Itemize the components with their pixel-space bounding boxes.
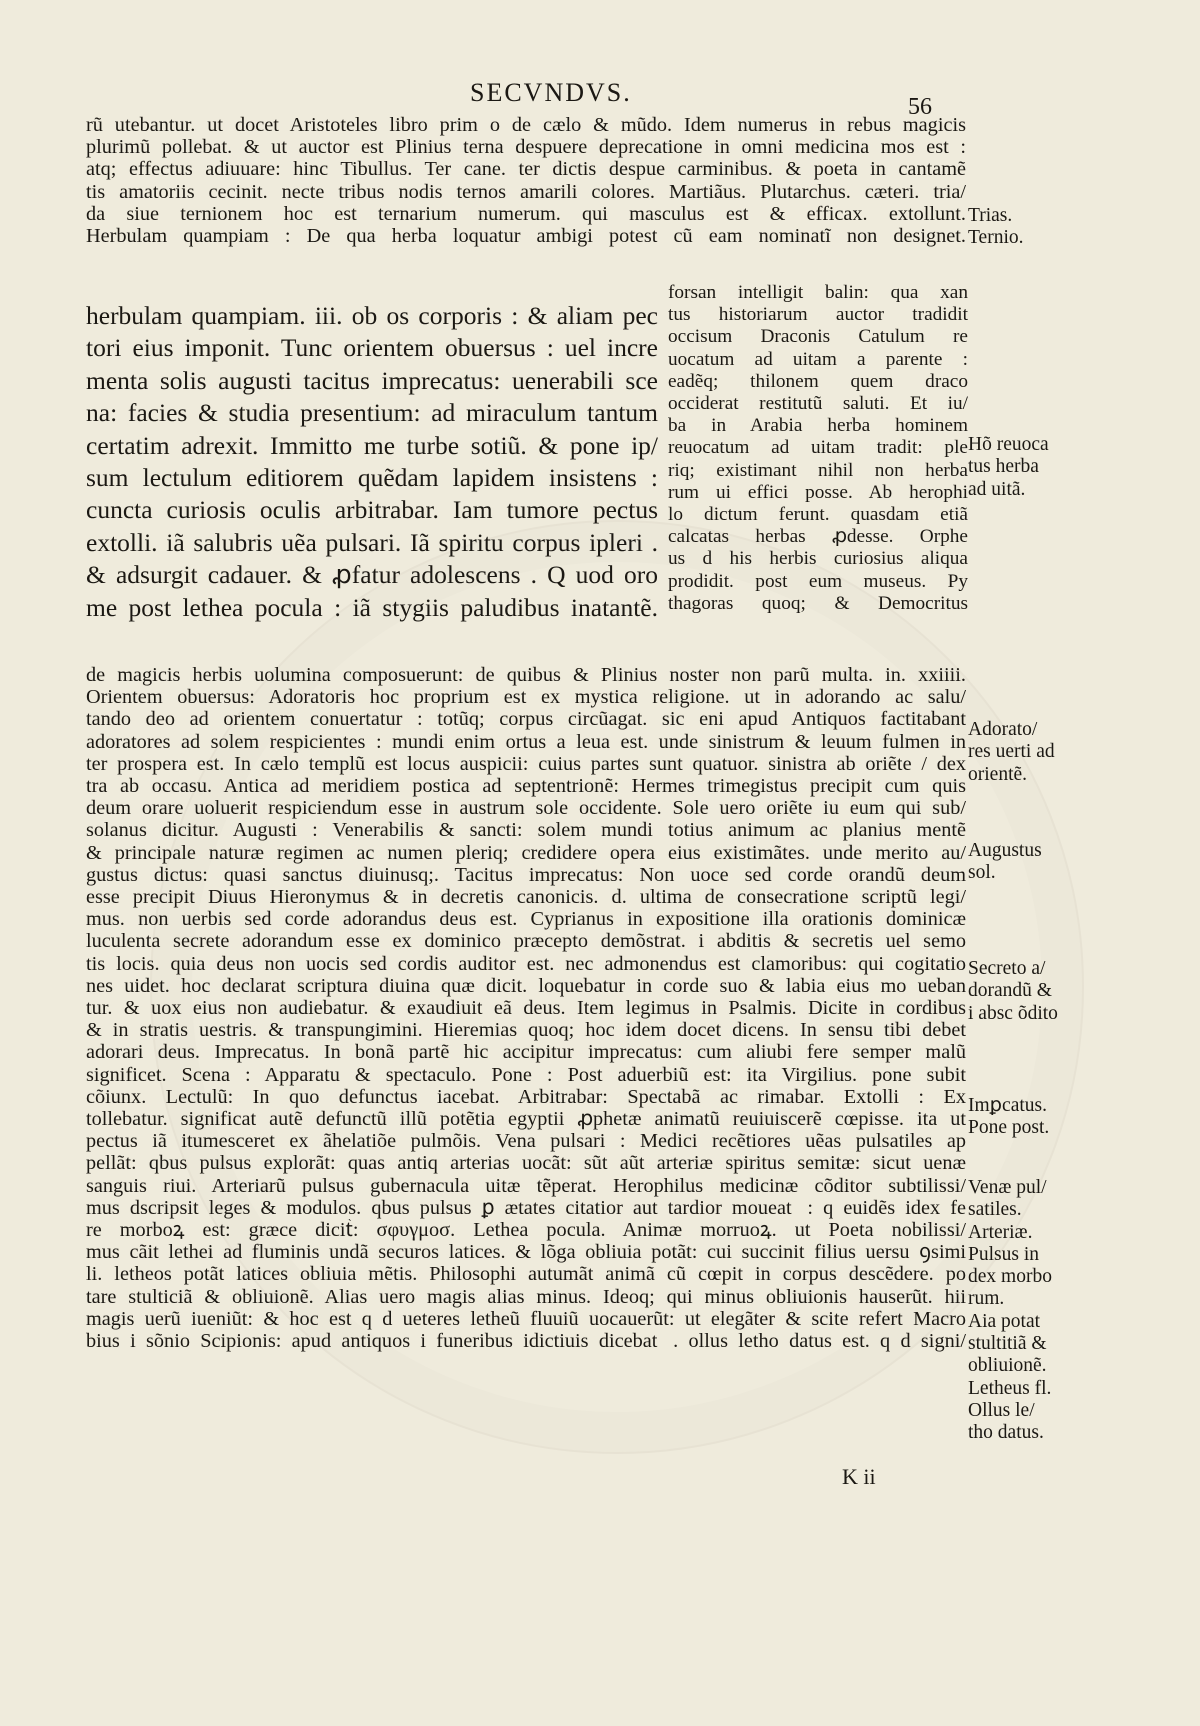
marginal-note-line: ad uitã. bbox=[968, 478, 1026, 500]
marginal-note-line: stultitiã & bbox=[968, 1333, 1047, 1355]
main-text-line: me post lethea pocula : iã stygiis paludibus inatantẽ. bbox=[86, 592, 658, 622]
commentary-line: tus historiarum auctor tradidit bbox=[668, 304, 968, 326]
main-text-line: tori eius imponit. Tunc orientem obuersus : uel incre bbox=[86, 333, 658, 363]
commentary-line: plurimũ pollebat. & ut auctor est Plinius terna despuere deprecatione in omni medicina mos est : bbox=[86, 136, 966, 159]
commentary-line: lo dictum ferunt. quasdam etiã bbox=[668, 504, 968, 526]
commentary-line: atq; effectus adiuuare: hinc Tibullus. Ter cane. ter dictis despue carminibus. & poeta in cantamẽ bbox=[86, 158, 966, 181]
marginal-note-line: Pone post. bbox=[968, 1117, 1050, 1139]
commentary-line: mus dscripsit leges & modulos. qbus pulsus ꝑ ætates citatior aut tardior moueatᷣ: q euidẽs idex fe bbox=[86, 1196, 966, 1219]
marginal-note-line: i absc õdito bbox=[968, 1002, 1058, 1024]
marginal-note-line: Aia potat bbox=[968, 1310, 1041, 1332]
commentary-line: nes uidet. hoc declarat scriptura diuina quæ dicit. loquebatur in corde suo & labia eius mo ueban bbox=[86, 974, 966, 997]
commentary-line: luculenta secrete adorandum esse ex dominico præcepto demõstrat. i abditis & secretis uel semo bbox=[86, 930, 966, 953]
marginal-note-line: Hõ reuoca bbox=[968, 434, 1049, 455]
marginal-note bbox=[968, 434, 1078, 501]
commentary-line: bius i sõnio Scipionis: apud antiquos i funeribus idictiuis dicebatᷣ. ollus letho datus est. q d signi/ bbox=[86, 1330, 966, 1353]
commentary-line: prodidit. post eum museus. Py bbox=[668, 570, 968, 592]
commentary-line: calcatas herbas ꝓdesse. Orphe bbox=[668, 526, 968, 548]
commentary-line: mus. non uerbis sed corde adorandus deus est. Cyprianus in expositione illa orationis dominicæ bbox=[86, 908, 966, 931]
commentary-line: sanguis riui. Arteriarũ pulsus gubernacula uitæ tẽperat. Herophilus medicinæ cõditor subtilissi/ bbox=[86, 1174, 966, 1197]
commentary-line: forsan intelligit balin: qua xan bbox=[668, 282, 968, 303]
commentary-line: tra ab occasu. Antica ad meridiem postica ad septentrionẽ: Hermes trimegistus precipit cum quis bbox=[86, 775, 966, 798]
marginal-note-line: dorandũ & bbox=[968, 980, 1052, 1002]
commentary-line: tis amatoriis cecinit. necte tribus nodis ternos amarili colores. Martiãus. Plutarchus. cæteri. tria/ bbox=[86, 180, 966, 203]
marginal-note bbox=[968, 719, 1078, 786]
commentary-line: riq; existimant nihil non herba bbox=[668, 459, 968, 481]
marginal-note bbox=[968, 1177, 1078, 1445]
commentary-line: mus cãit lethei ad fluminis undã securos latices. & lõga obliuia potãt: cui succinit filius uersu ꝯsimi bbox=[86, 1241, 966, 1264]
commentary-line: pectus iã itumesceret ex ãhelatiõe pulmõis. Vena pulsari : Medici recẽtiores uẽas pulsatiles ap bbox=[86, 1130, 966, 1153]
marginal-note-line: Venæ pul/ bbox=[968, 1177, 1047, 1198]
main-text-line: herbulam quampiam. iii. ob os corporis : & aliam pec bbox=[86, 301, 658, 330]
marginal-note-line: Letheus fl. bbox=[968, 1377, 1052, 1399]
commentary-line: magis uerũ iueniũt: & hoc est q d ueteres letheũ fluuiũ uocauerũt: ut elegãter & scite refert Macro bbox=[86, 1307, 966, 1330]
commentary-line: ter prospera est. In cælo templũ est locus auspicii: cuius partes sunt quatuor. sinistra ab oriẽte / dex bbox=[86, 752, 966, 775]
main-text-line: sum lectulum editiorem quẽdam lapidem insistens : bbox=[86, 463, 658, 493]
commentary-line: & principale naturæ regimen ac numen pleriq; credidere opera eius existimãtes. unde merito au/ bbox=[86, 841, 966, 864]
commentary-line: cõiunx. Lectulũ: In quo defunctus iacebat. Arbitrabar: Spectabã ac rimabar. Extolli : Ex bbox=[86, 1085, 966, 1108]
commentary-line: ba in Arabia herba hominem bbox=[668, 415, 968, 437]
commentary-line: significet. Scena : Apparatu & spectaculo. Pone : Post aduerbiũ est: ita Virgilius. pone subit bbox=[86, 1063, 966, 1086]
main-text-line: na: facies & studia presentium: ad miraculum tantum bbox=[86, 398, 658, 428]
commentary-line: gustus dictus: quasi sanctus diuinusq;. Tacitus imprecatus: Non uoce sed corde orandũ deum bbox=[86, 863, 966, 886]
commentary-line: thagoras quoq; & Democritus bbox=[668, 592, 968, 614]
commentary-line: Orientem obuersus: Adoratoris hoc proprium est ex mystica religione. ut in adorando ac salu/ bbox=[86, 686, 966, 709]
commentary-line: deum orare uoluerit respiciendum esse in austrum sole occidente. Sole uero oriẽte iu eum qui sub/ bbox=[86, 797, 966, 820]
commentary-line: adoratores ad solem respicientes : mundi enim ortus a leua est. unde sinistrum & leuum fulmen in bbox=[86, 730, 966, 753]
commentary-line: adorari deus. Imprecatus. In bonã partẽ hic accipitur imprecatus: cum aliubi fere semper malũ bbox=[86, 1041, 966, 1064]
commentary-line: eadẽq; thilonem quem draco bbox=[668, 370, 968, 392]
main-text-line: cuncta curiosis oculis arbitrabar. Iam tumore pectus bbox=[86, 495, 658, 525]
commentary-line: solanus dicitur. Augusti : Venerabilis & sancti: solem mundi totius animum ac planius mentẽ bbox=[86, 819, 966, 842]
commentary-top bbox=[86, 114, 966, 247]
commentary-line: reuocatum ad uitam tradit: ple bbox=[668, 437, 968, 459]
marginal-note-line: res uerti ad bbox=[968, 741, 1055, 763]
main-text-block bbox=[86, 300, 658, 624]
commentary-line: re morboꝝ est: græce dicitᷣ: σφυγμοσ. Lethea pocula. Animæ morruoꝝ. ut Poeta nobilissi/ bbox=[86, 1219, 966, 1242]
marginal-note-line: orientẽ. bbox=[968, 763, 1028, 785]
marginal-note-line: Trias. bbox=[968, 205, 1013, 226]
marginal-note bbox=[968, 840, 1078, 885]
commentary-line: rũ utebantur. ut docet Aristoteles libro prim o de cælo & mũdo. Idem numerus in rebus magicis bbox=[86, 114, 966, 136]
commentary-line: tare stulticiã & obliuionẽ. Alias uero magis alias minus. Ideoq; qui minus obliuionis hauserũt. hii bbox=[86, 1285, 966, 1308]
marginal-note-line: Augustus bbox=[968, 840, 1042, 861]
marginal-note-line: obliuionẽ. bbox=[968, 1355, 1047, 1377]
commentary-line: esse precipit Diuus Hieronymus & in decretis canonicis. d. ultima de consecratione scriptũ legi/ bbox=[86, 886, 966, 909]
running-head: SECVNDVS. bbox=[470, 78, 632, 107]
commentary-line: tollebatur. significat autẽ defunctũ illũ potẽtia egyptii ꝓphetæ animatũ reuiuiscerẽ cœpisse. ita ut bbox=[86, 1108, 966, 1131]
commentary-line: occisum Draconis Catulum re bbox=[668, 326, 968, 348]
marginal-note-line: rum. bbox=[968, 1288, 1005, 1310]
marginal-note-line: tho datus. bbox=[968, 1422, 1044, 1444]
marginal-note-line: Adorato/ bbox=[968, 719, 1038, 740]
commentary-line: tur. & uox eius non audiebatur. & exaudiuit eã deus. Item legimus in Psalmis. Dicite in cordibus bbox=[86, 997, 966, 1020]
main-text-line: menta solis augusti tacitus imprecatus: uenerabili sce bbox=[86, 365, 658, 395]
marginal-note-line: Imꝑcatus. bbox=[968, 1095, 1047, 1116]
marginal-note-line: Ternio. bbox=[968, 227, 1024, 249]
main-text-line: certatim adrexit. Immitto me turbe sotiũ. & pone ip/ bbox=[86, 430, 658, 460]
commentary-line: da siue ternionem hoc est ternarium numerum. qui masculus est & efficax. extollunt. bbox=[86, 202, 966, 225]
commentary-side-column bbox=[668, 282, 968, 615]
commentary-line: tis locis. quia deus non uocis sed cordis auditor est. nec admonendus est clamoribus: qui cogitatio bbox=[86, 952, 966, 975]
folio-number: 56 bbox=[908, 94, 932, 120]
commentary-line: de magicis herbis uolumina composuerunt: de quibus & Plinius noster non parũ multa. in. xxiiii. bbox=[86, 664, 966, 686]
marginal-note-line: tus herba bbox=[968, 456, 1039, 478]
commentary-line: & in stratis uestris. & transpungimini. Hieremias quoq; hoc idem docet dicens. In sensu tibi debet bbox=[86, 1019, 966, 1042]
commentary-line: uocatum ad uitam a parente : bbox=[668, 348, 968, 370]
marginal-note bbox=[968, 205, 1078, 250]
commentary-line: tando deo ad orientem conuertatur : totũq; corpus circũagat. sic eni apud Antiquos factitabant bbox=[86, 708, 966, 731]
commentary-line: li. letheos potãt latices obliuia mẽtis. Philosophi autumãt animã cũ cœpit in corpus descẽdere. po bbox=[86, 1263, 966, 1286]
main-text-line: & adsurgit cadauer. & ꝓfatur adolescens . Q uod oro bbox=[86, 560, 658, 590]
commentary-line: rum ui effici posse. Ab herophi bbox=[668, 481, 968, 503]
commentary-line: us d his herbis curiosius aliqua bbox=[668, 548, 968, 570]
marginal-note-line: Pulsus in bbox=[968, 1243, 1039, 1265]
main-text-line: extolli. iã salubris uẽa pulsari. Iã spiritu corpus ipleri . bbox=[86, 527, 658, 557]
marginal-note bbox=[968, 958, 1078, 1025]
marginal-note-line: dex morbo bbox=[968, 1266, 1052, 1288]
commentary-line: pellãt: qbus pulsus explorãt: quas antiq arterias uocãt: sũt aũt arteriæ spiritus semitæ: sicut uenæ bbox=[86, 1152, 966, 1175]
marginal-note bbox=[968, 1095, 1078, 1140]
signature-mark: K ii bbox=[842, 1464, 876, 1489]
commentary-bottom bbox=[86, 664, 966, 1352]
commentary-line: Herbulam quampiam : De qua herba loquatur ambigi potest cũ eam nominatĩ non designet. bbox=[86, 225, 966, 248]
commentary-line: occiderat restitutũ saluti. Et iu/ bbox=[668, 393, 968, 415]
marginal-note-line: Arteriæ. bbox=[968, 1221, 1033, 1243]
marginal-note-line: sol. bbox=[968, 862, 996, 884]
marginal-note-line: Secreto a/ bbox=[968, 958, 1046, 979]
marginal-note-line: satiles. bbox=[968, 1199, 1022, 1221]
marginal-note-line: Ollus le/ bbox=[968, 1399, 1035, 1421]
